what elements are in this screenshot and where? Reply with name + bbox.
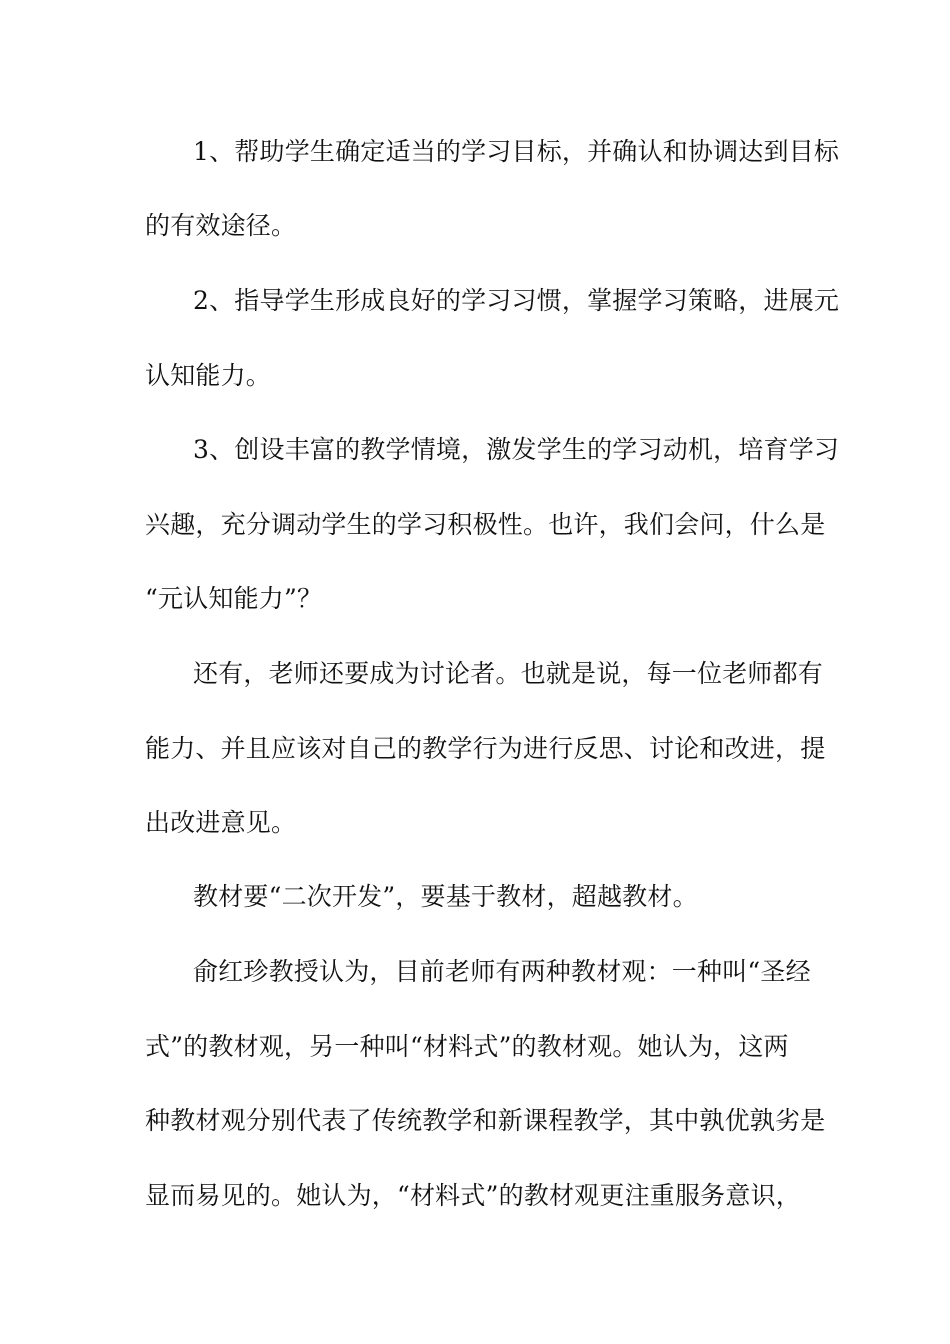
paragraph-3-line-3: “元认知能力”？ [145,584,323,613]
paragraph-6-line-2: 式”的教材观，另一种叫“材料式”的教材观。她认为，这两 [145,1032,789,1061]
paragraph-3-line-2: 兴趣，充分调动学生的学习积极性。也许，我们会问，什么是 [145,510,826,539]
paragraph-1-line-1: 1、帮助学生确定适当的学习目标，并确认和协调达到目标 [193,137,840,166]
paragraph-5-line-1: 教材要“二次开发”，要基于教材，超越教材。 [193,882,698,911]
paragraph-6-line-4: 显而易见的。她认为，“材料式”的教材观更注重服务意识， [145,1181,801,1210]
paragraph-3-line-1: 3、创设丰富的教学情境，激发学生的学习动机，培育学习 [193,435,840,464]
paragraph-2-line-2: 认知能力。 [145,361,272,390]
paragraph-4-line-3: 出改进意见。 [145,808,297,837]
paragraph-6-line-3: 种教材观分别代表了传统教学和新课程教学，其中孰优孰劣是 [145,1106,826,1135]
paragraph-1-line-2: 的有效途径。 [145,211,297,240]
paragraph-2-line-1: 2、指导学生形成良好的学习习惯，掌握学习策略，进展元 [193,286,840,315]
paragraph-4-line-1: 还有，老师还要成为讨论者。也就是说，每一位老师都有 [193,659,824,688]
paragraph-6-line-1: 俞红珍教授认为，目前老师有两种教材观：一种叫“圣经 [193,957,811,986]
paragraph-4-line-2: 能力、并且应该对自己的教学行为进行反思、讨论和改进，提 [145,734,826,763]
